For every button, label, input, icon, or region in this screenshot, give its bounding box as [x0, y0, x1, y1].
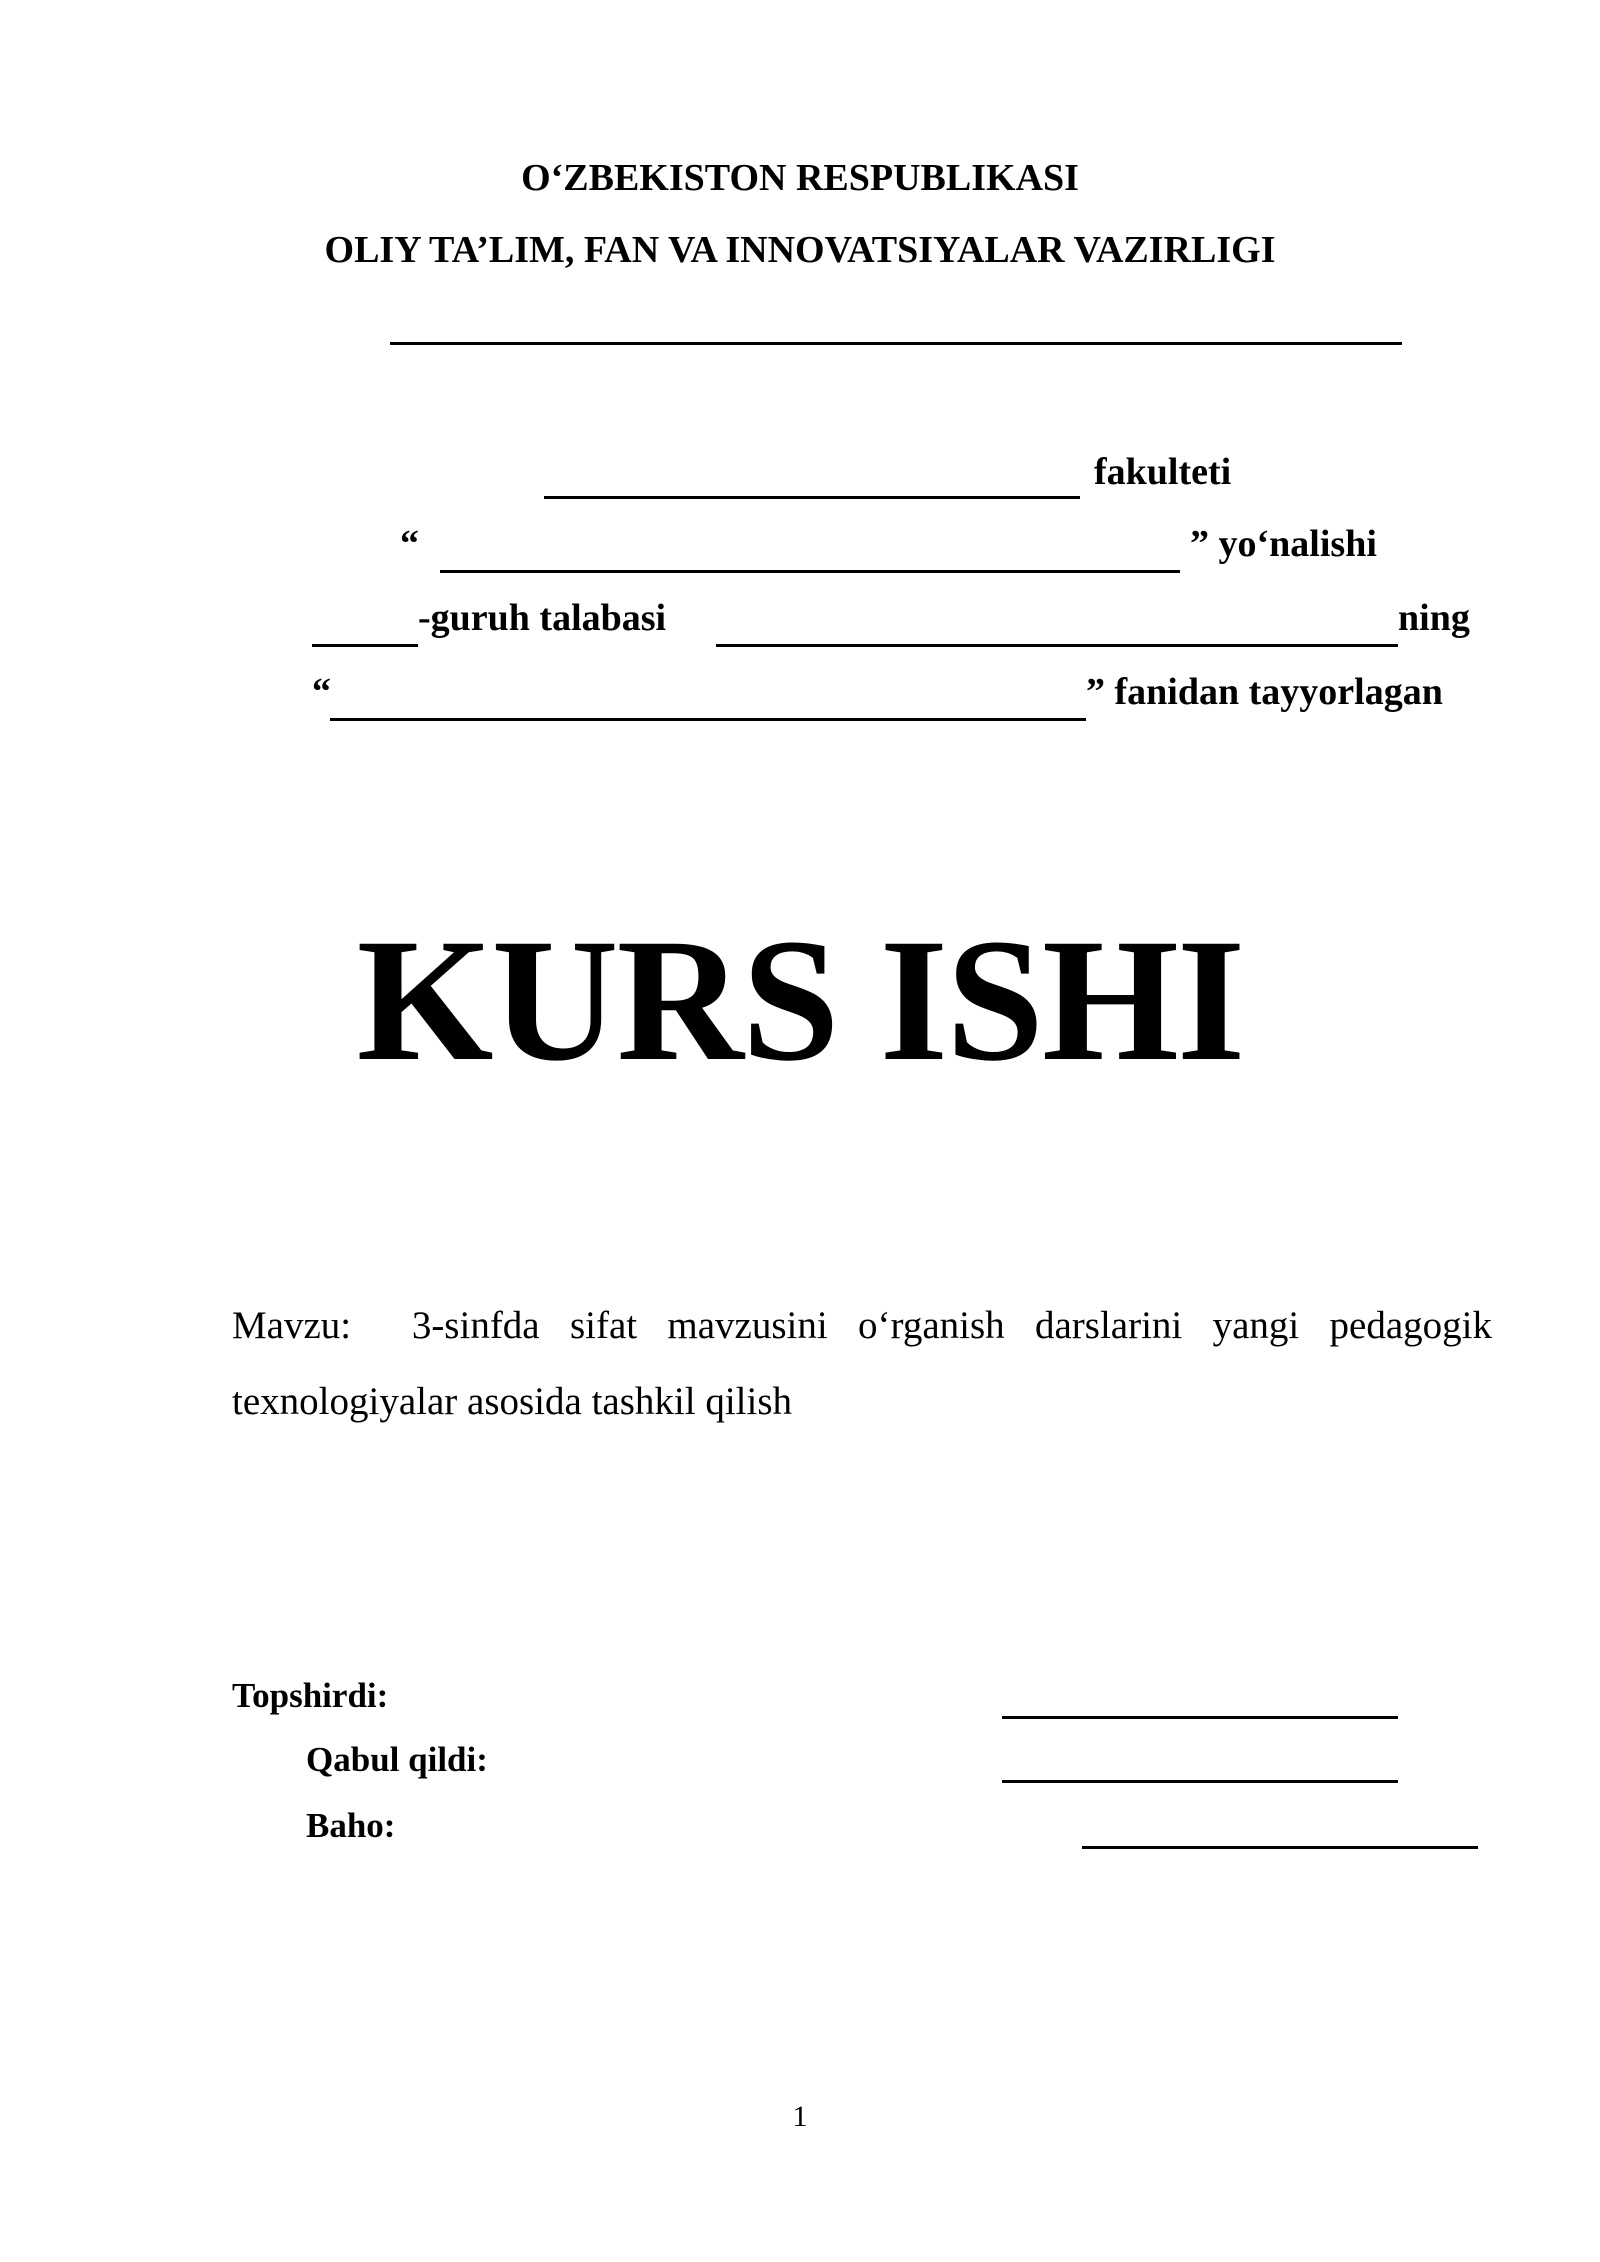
student-name-blank-line: [716, 640, 1398, 647]
student-suffix: ning: [1398, 597, 1470, 639]
faculty-blank-line: [544, 492, 1080, 499]
direction-blank-line: [440, 566, 1180, 573]
accepted-label: Qabul qildi:: [306, 1740, 488, 1779]
page-number: 1: [792, 2100, 808, 2133]
direction-label: ” yo‘nalishi: [1190, 523, 1377, 565]
grade-label: Baho:: [306, 1806, 396, 1845]
group-blank-line: [312, 640, 418, 647]
subject-open-quote: “: [312, 671, 331, 713]
document-title: KURS ISHI: [356, 903, 1244, 1098]
submitted-blank-line: [1002, 1712, 1398, 1719]
subject-blank-line: [330, 714, 1086, 721]
accepted-blank-line: [1002, 1776, 1398, 1783]
group-student-label: -guruh talabasi: [418, 597, 667, 639]
topic-paragraph: [232, 1288, 1492, 1440]
faculty-label: fakulteti: [1094, 451, 1232, 493]
direction-open-quote: “: [400, 523, 419, 565]
topic-text: 3-sinfda sifat mavzusini o‘rganish darslarini yangi pedagogik texnologiyalar asosida tashkil qilish: [232, 1304, 1493, 1423]
topic-label: Mavzu:: [232, 1304, 352, 1347]
subject-label: ” fanidan tayyorlagan: [1086, 671, 1443, 713]
institution-blank-line: [390, 342, 1402, 345]
ministry-name: OLIY TA’LIM, FAN VA INNOVATSIYALAR VAZIRLIGI: [324, 229, 1276, 271]
submitted-label: Topshirdi:: [232, 1676, 389, 1715]
grade-blank-line: [1082, 1842, 1478, 1849]
ministry-country: O‘ZBEKISTON RESPUBLIKASI: [521, 157, 1079, 199]
